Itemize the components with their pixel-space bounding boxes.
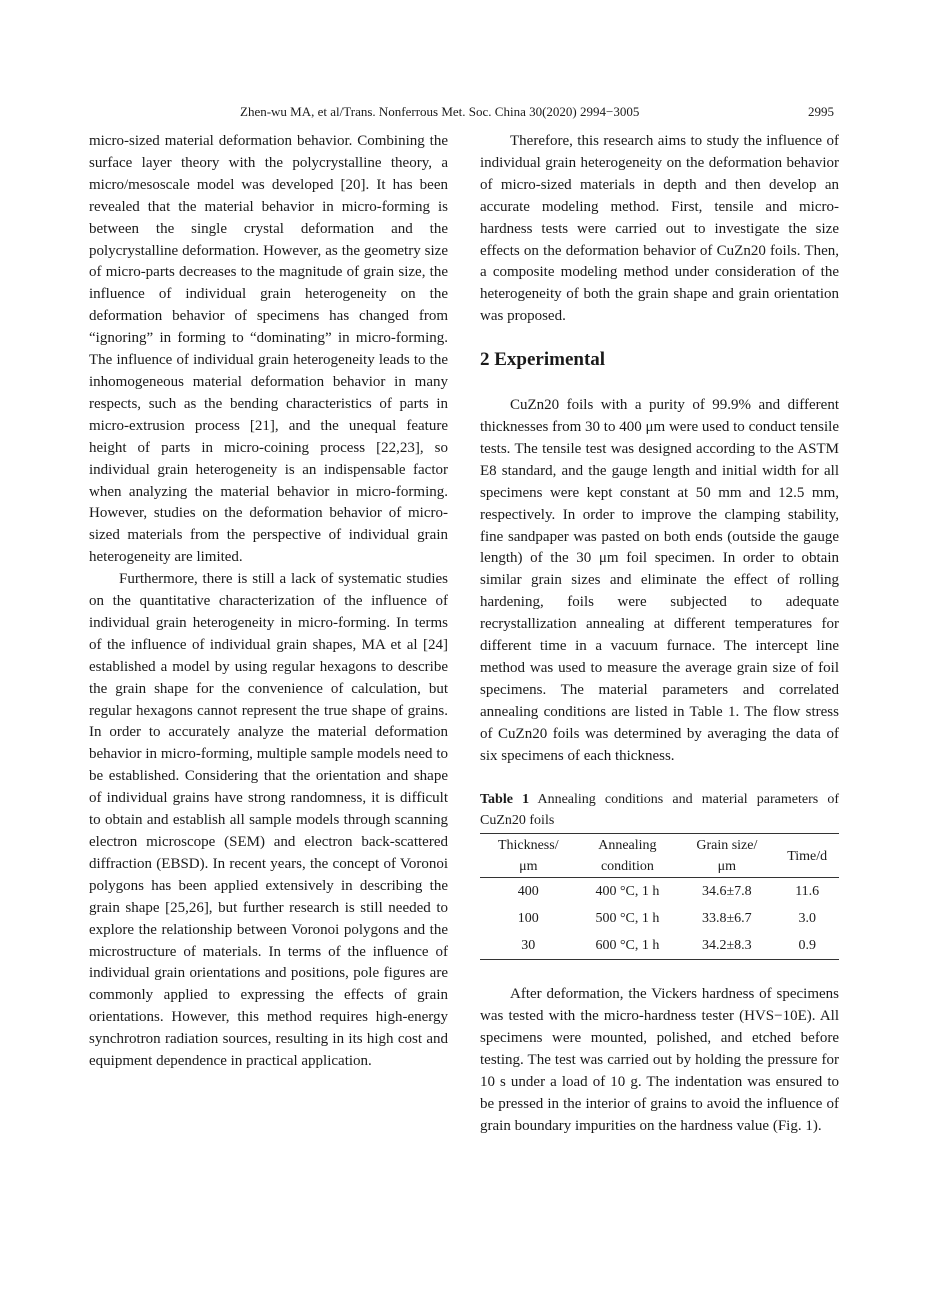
paragraph: Furthermore, there is still a lack of systematic studies on the quantitative characterization of the influence of individual grain heterogeneity in micro-forming. In terms of the influence of individual grain shapes, MA et al [24] established a model by using regular hexagons to describe the grain shape for the convenience of calculation, but regular hexagons cannot represent the true shape of grains. In order to accurately analyze the material deformation behavior in micro-forming, multiple sample models need to be established. Considering that the orientation and shape of individual grains have strong randomness, it is difficult to obtain and establish all sample models through scanning electron microscope (SEM) and electron back-scattered diffraction (EBSD). In recent years, the concept of Voronoi polygons has been applied extensively in describing the grain shape [25,26], but further research is still needed to explore the relationship between Voronoi polygons and the microstructure of materials. In terms of the influence of individual grain orientations and positions, pole figures are commonly applied to expressing the effects of grain orientations. However, this method requires high-energy synchrotron radiation sources, resulting in its high cost and equipment dependence in practical application. (89, 571, 448, 1070)
paragraph: micro-sized material deformation behavior. Combining the surface layer theory with the polycrystalline theory, a micro/mesoscale model was developed [20]. It has been revealed that the material behavior in micro-forming is between the single crystal deformation and the polycrystalline deformation. However, as the geometry size of micro-parts decreases to the magnitude of grain size, the influence of individual grain heterogeneity on the deformation behavior of specimens has changed from “ignoring” in forming to “dominating” in micro-forming. The influence of individual grain heterogeneity leads to the inhomogeneous material deformation behavior in many respects, such as the bending characteristics of parts in micro-extrusion process [21], and the unequal feature height of parts in micro-coining process [22,23], so individual grain heterogeneity is an indispensable factor when analyzing the material behavior in micro-forming. However, studies on the deformation behavior of micro-sized materials from the perspective of individual grain heterogeneity are limited. (89, 133, 448, 566)
table-cell: 34.6±7.8 (702, 884, 752, 900)
table-cell: 3.0 (798, 911, 816, 927)
header-line: Annealing (598, 838, 657, 854)
table-cell: 500 °C, 1 h (595, 911, 660, 927)
section-heading: 2 Experimental (480, 349, 606, 371)
table-cell: 400 °C, 1 h (595, 884, 660, 900)
left-column (89, 131, 448, 1073)
header-line: condition (600, 859, 654, 875)
table-header-cell (678, 834, 775, 878)
table-header-cell (480, 834, 577, 878)
running-title: Zhen-wu MA, et al/Trans. Nonferrous Met. Soc. China 30(2020) 2994−3005 (240, 104, 640, 119)
table-caption (480, 789, 839, 831)
table-header-cell (577, 834, 679, 878)
table-cell: 33.8±6.7 (702, 911, 752, 927)
table-cell: 11.6 (795, 884, 820, 900)
table-header-cell (775, 834, 839, 878)
table-caption-label: Table 1 (480, 792, 530, 808)
table-caption-text: Annealing conditions and material parameters of CuZn20 foils (480, 792, 839, 829)
table-cell: 100 (517, 911, 539, 927)
running-header (0, 104, 925, 124)
table-row (480, 932, 839, 960)
header-line: μm (519, 859, 538, 875)
table-cell: 600 °C, 1 h (595, 938, 660, 954)
paragraph: Therefore, this research aims to study the influence of individual grain heterogeneity on the deformation behavior of micro-sized materials in depth and then develop an accurate modeling method. First, tensile and micro-hardness tests were carried out to investigate the size effects on the deformation behavior of CuZn20 foils. Then, a composite modeling method under consideration of the heterogeneity of both the grain shape and grain orientation was proposed. (480, 133, 839, 325)
paragraph: CuZn20 foils with a purity of 99.9% and different thicknesses from 30 to 400 μm were used to conduct tensile tests. The tensile test was designed according to the ASTM E8 standard, and the gauge length and initial width for all specimens were kept constant at 50 mm and 12.5 mm, respectively. In order to improve the clamping stability, fine sandpaper was pasted on both ends (outside the gauge length) of the 30 μm foil specimen. In order to obtain similar grain sizes and eliminate the effect of rolling hardening, foils were subjected to adequate recrystallization annealing at different temperatures for different time in a vacuum furnace. The intercept line method was used to measure the average grain size of foil specimens. The material parameters and correlated annealing conditions are listed in Table 1. The flow stress of CuZn20 foils was determined by averaging the data of six specimens of each thickness. (480, 397, 839, 764)
header-line: Grain size/ (696, 838, 758, 854)
table-header-row (480, 834, 839, 878)
header-line: Time/d (787, 848, 828, 864)
header-line: Thickness/ (497, 838, 559, 854)
annealing-table (480, 833, 839, 960)
table-cell: 30 (521, 938, 536, 954)
table-cell: 34.2±8.3 (702, 938, 752, 954)
header-line: μm (717, 859, 737, 875)
table-cell: 400 (517, 884, 539, 900)
table-row (480, 878, 839, 906)
page-number: 2995 (808, 104, 834, 119)
table-row (480, 905, 839, 932)
right-column (480, 131, 839, 1138)
table-cell: 0.9 (798, 938, 816, 954)
paragraph: After deformation, the Vickers hardness of specimens was tested with the micro-hardness tester (HVS−10E). All specimens were mounted, polished, and etched before testing. The test was carried out by holding the pressure for 10 s under a load of 10 g. The indentation was ensured to be pressed in the interior of grains to avoid the influence of grain boundary impurities on the hardness value (Fig. 1). (480, 986, 839, 1134)
